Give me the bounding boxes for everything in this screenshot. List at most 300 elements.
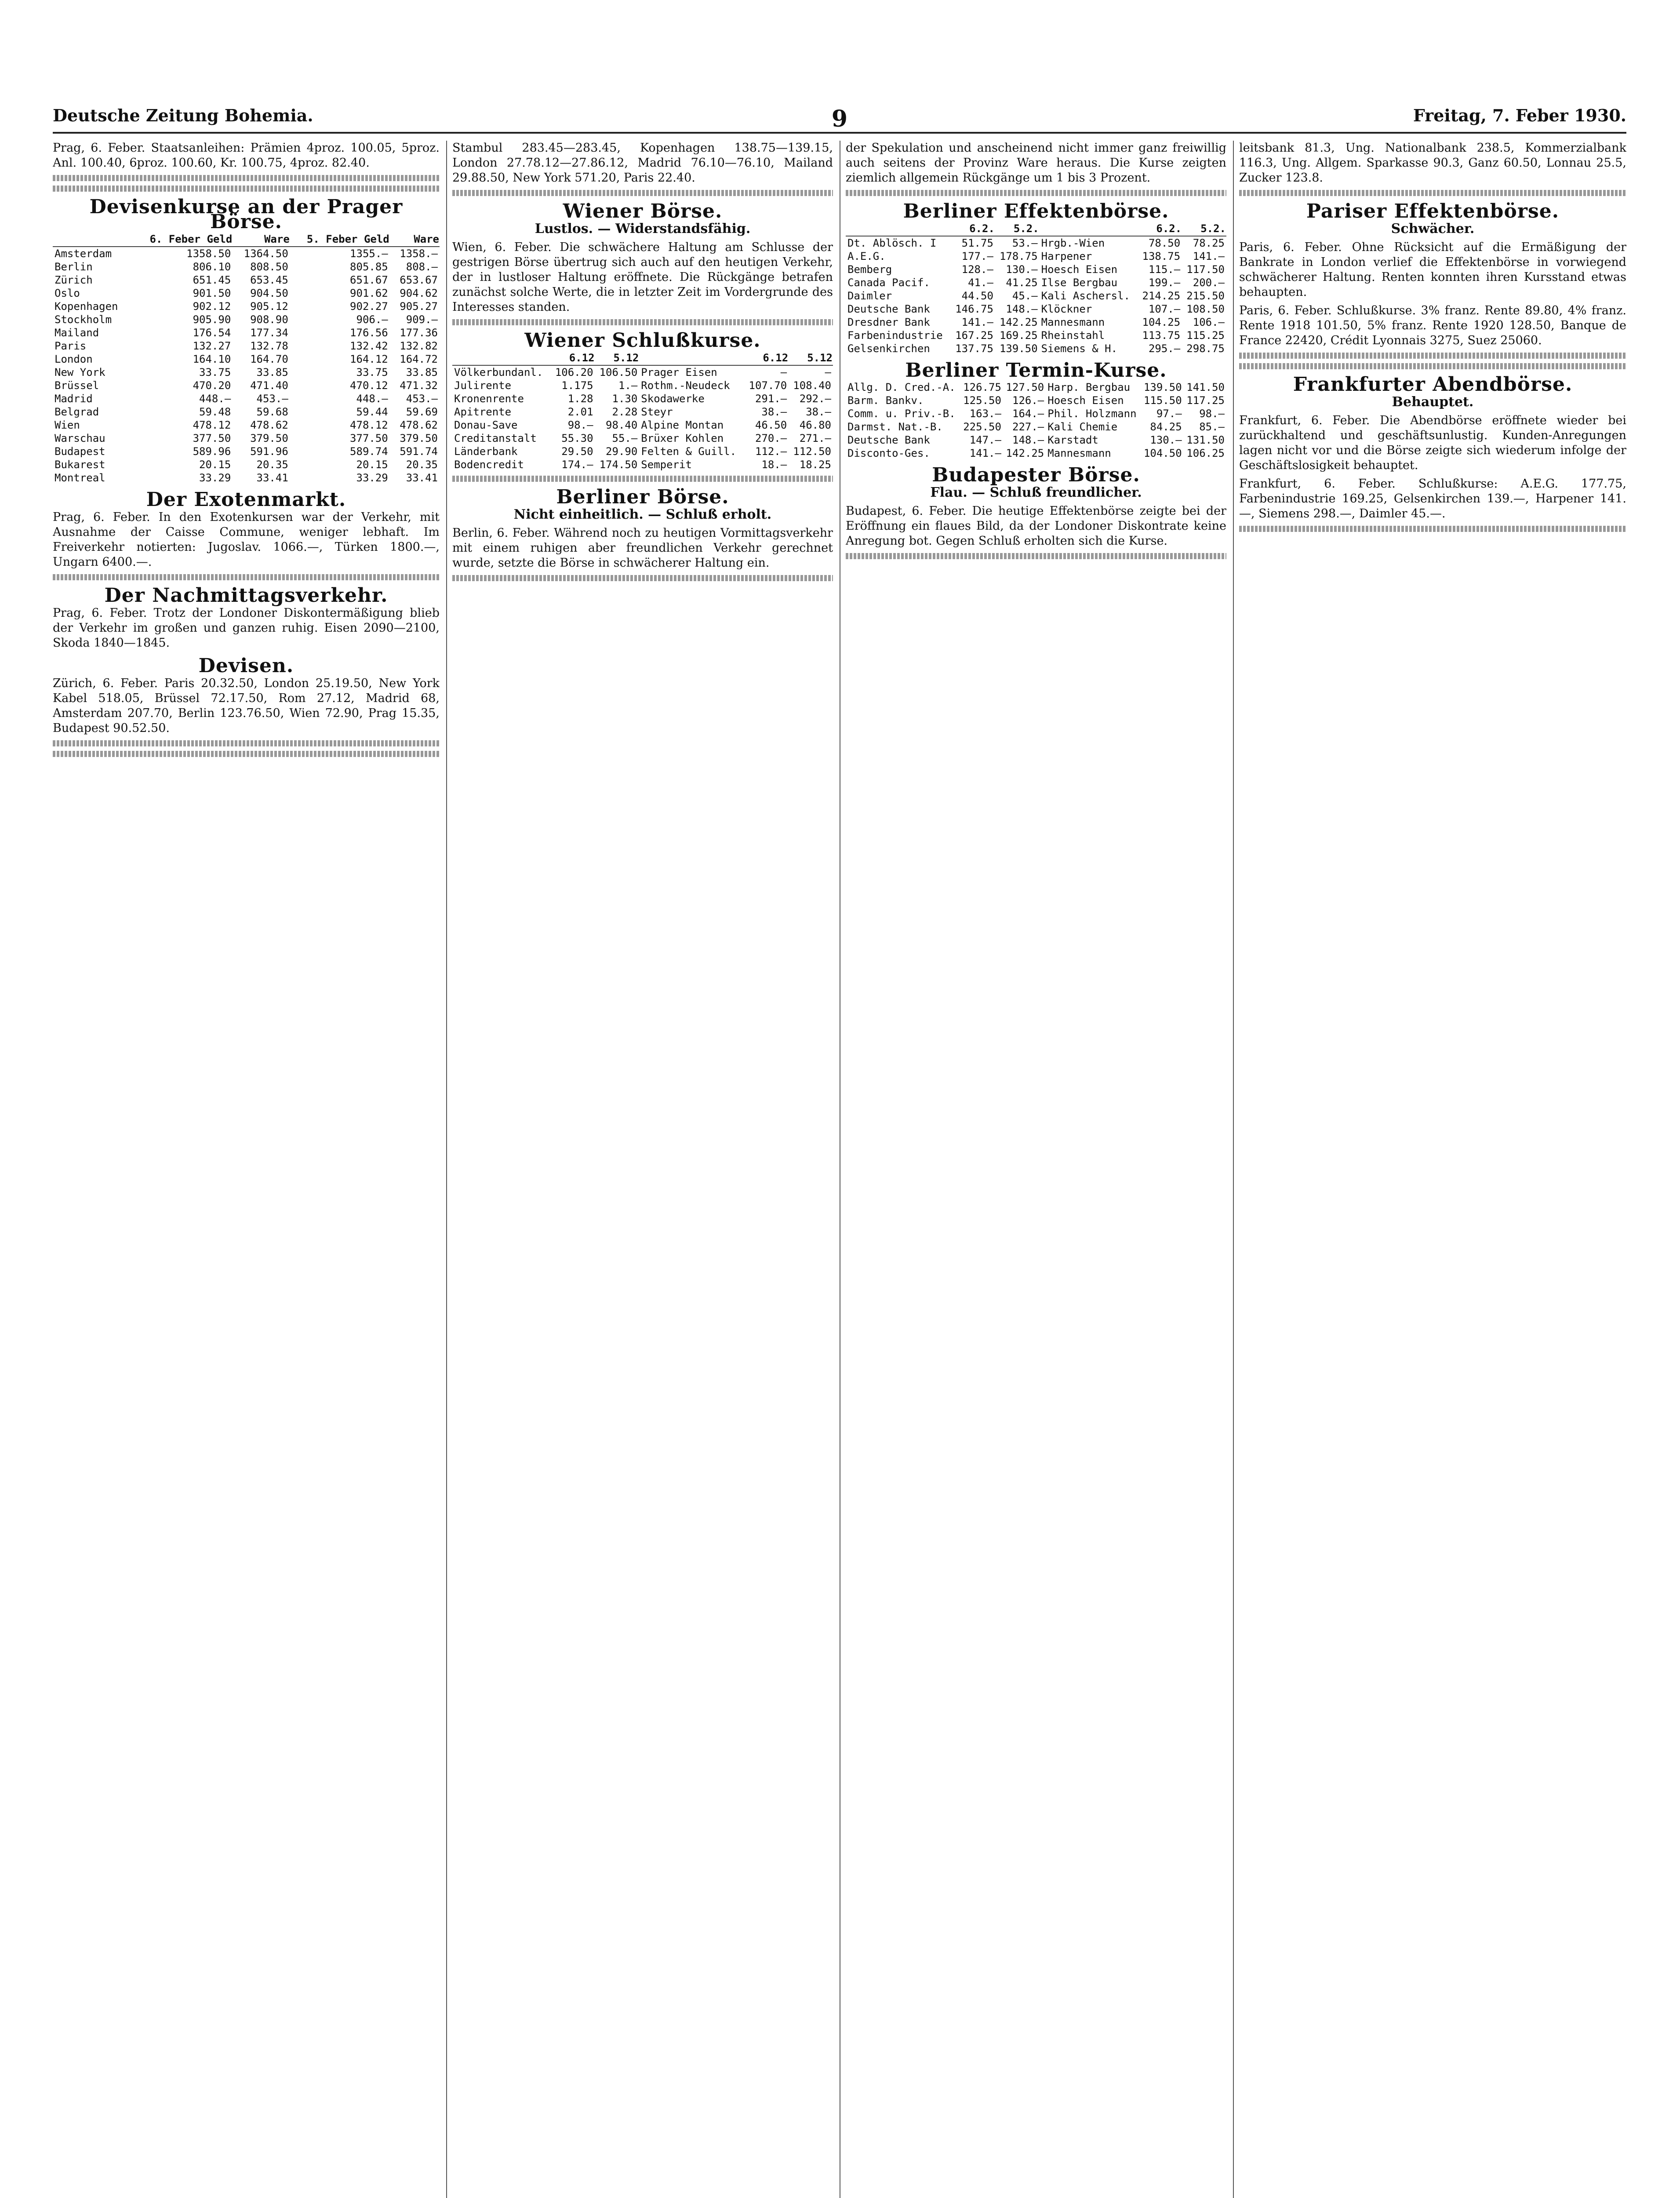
devisen-cell: New York [55,366,105,378]
newspaper-page [53,101,1626,2198]
effekten-cell: 295.— [1148,342,1181,355]
col3-top-text: der Spekulation und anscheinend nicht immer ganz freiwillig auch seitens der Provinz Ware heraus. Die Kurse zeigten ziemlich allgemein Rückgänge um 1 bis 3 Prozent. [846,141,1226,185]
effekten-cell: Farbenindustrie [847,329,943,342]
devisen-row [53,247,440,260]
schluss-cell: Prager Eisen [641,366,717,378]
devisen-cell: 478.12 [350,419,388,431]
effekten-cell: Gelsenkirchen [847,342,930,355]
devisen-row [53,339,440,353]
effekten-cell: 108.50 [1186,303,1225,315]
devisen-cell: Bukarest [55,459,105,471]
effekten-cell: Dt. Ablösch. I [847,237,937,249]
schluss-cell: 107.70 [749,379,787,392]
effekten-cell: 128.— [961,263,993,276]
effekten-cell: Bemberg [847,263,892,276]
devisen-cell: 909.— [406,313,438,326]
effekten-heading: Berliner Effektenbörse. [903,200,1169,222]
devisen-cell: 20.35 [256,459,288,471]
devisen-row [53,260,440,273]
devisen-cell: Wien [55,419,80,431]
masthead-date: Freitag, 7. Feber 1930. [1413,106,1626,125]
devisen-header-1: 6. Feber Geld [133,232,233,247]
columns [53,141,1626,2198]
paris-text: Paris, 6. Feber. Ohne Rücksicht auf die Ermäßigung der Bankrate in London verlief die Effektenbörse in vorwiegend schwächerer Haltung. Renten konnten ihren Kursstand etwas behaupten. [1239,240,1626,299]
devisen-cell: Mailand [55,327,99,339]
devisen-cell: 59.44 [356,406,388,418]
schluss-cell: 271.— [799,432,831,444]
dense-text-block [1239,190,1626,196]
schluss-row [452,405,833,418]
effekten-header-5: 5.2. [1182,222,1226,236]
termin-cell: Mannesmann [1047,447,1111,459]
devisen-cell: 471.40 [250,379,288,392]
devisen-row [53,366,440,379]
effekten-cell: 298.75 [1186,342,1225,355]
schluss-header-5: 5.12 [789,351,833,365]
berliner-boerse-heading: Berliner Börse. [556,486,729,508]
schluss-cell: 38.— [761,406,787,418]
termin-row [846,433,1226,447]
devisen-row [53,471,440,484]
schluss-cell: Bodencredit [454,459,524,471]
effekten-cell: 138.75 [1142,250,1181,262]
effekten-cell: Klöckner [1041,303,1092,315]
termin-row [846,447,1226,460]
paris-heading: Pariser Effektenbörse. [1306,200,1560,222]
effekten-cell: Rheinstahl [1041,329,1105,342]
devisen-cell: 1358.— [400,247,438,260]
effekten-cell: 41.— [968,277,993,289]
termin-cell: Hoesch Eisen [1047,394,1124,407]
effekten-cell: 141.— [1193,250,1225,262]
schluss-row [452,445,833,458]
devisen-cell: 59.48 [199,406,231,418]
devisen-cell: 478.62 [250,419,288,431]
effekten-cell: 113.75 [1142,329,1181,342]
schluss-cell: 1.— [618,379,638,392]
effekten-row [846,250,1226,263]
schluss-cell: Felten & Guill. [641,445,737,458]
devisen-cell: 471.32 [400,379,438,392]
termin-cell: Harp. Bergbau [1047,381,1131,393]
schluss-cell: 2.28 [612,406,638,418]
devisen-row [53,418,440,432]
devisen-row [53,353,440,366]
effekten-cell: A.E.G. [847,250,886,262]
devisen-cell: 33.75 [199,366,231,378]
devisen-cell: 651.67 [350,274,388,286]
nachmittag-text: Prag, 6. Feber. Trotz der Londoner Diskontermäßigung blieb der Verkehr im großen und ganzen ruhig. Eisen 2090—2100, Skoda 1840—1845. [53,606,440,650]
nachmittag-heading: Der Nachmittagsverkehr. [104,584,388,607]
devisen-cell: 20.35 [406,459,438,471]
effekten-cell: Dresdner Bank [847,316,930,328]
devisen-cell: 901.50 [193,287,231,299]
schluss-cell: Donau-Save [454,419,518,431]
effekten-cell: 107.— [1148,303,1181,315]
effekten-cell: Kali Aschersl. [1041,290,1130,302]
dense-text-block [53,740,440,746]
devisen-cell: 177.34 [250,327,288,339]
effekten-cell: 199.— [1148,277,1181,289]
devisen-cell: 902.12 [193,300,231,313]
devisen-cell: 448.— [356,393,388,405]
devisen-cell: 808.— [406,261,438,273]
devisen-cell: 904.50 [250,287,288,299]
devisen-cell: 33.29 [356,472,388,484]
schluss-cell: 46.80 [799,419,831,431]
devisen-cell: 805.85 [350,261,388,273]
devisen2-text: Zürich, 6. Feber. Paris 20.32.50, London 25.19.50, New York Kabel 518.05, Brüssel 72.17.50, Rom 27.12, Madrid 68, Amsterdam 207.70, Berlin 123.76.50, Wien 72.90, Prag 15.35, Budapest 90.52.50. [53,677,440,735]
termin-cell: 117.25 [1186,394,1225,407]
devisen-cell: 164.70 [250,353,288,365]
dense-text-block [452,190,833,196]
wiener-schlusskurse-heading: Wiener Schlußkurse. [524,329,761,352]
devisen-cell: Kopenhagen [55,300,118,313]
devisen-cell: Brüssel [55,379,99,392]
effekten-header-4: 6.2. [1138,222,1182,236]
termin-row [846,420,1226,433]
schluss-cell: Semperit [641,459,692,471]
devisen-cell: 164.72 [400,353,438,365]
schluss-cell: 46.50 [755,419,787,431]
devisen-cell: 904.62 [400,287,438,299]
schluss-cell: Länderbank [454,445,518,458]
devisen-cell: 164.12 [350,353,388,365]
devisen-cell: 33.85 [256,366,288,378]
budapest-text: Budapest, 6. Feber. Die heutige Effektenbörse zeigte bei der Eröffnung ein flaues Bild, da der Londoner Diskontrate keine Anregung bot. Gegen Schluß erholten sich die Kurse. [846,504,1226,548]
devisen-cell: 1364.50 [244,247,288,260]
devisen-cell: Budapest [55,445,105,458]
schluss-cell: 29.50 [561,445,593,458]
termin-cell: Allg. D. Cred.-A. [847,381,956,393]
effekten-table [846,222,1226,355]
masthead [53,101,1626,134]
berliner-boerse-text: Berlin, 6. Feber. Während noch zu heutigen Vormittagsverkehr mit einem ruhigen aber freundlichen Verkehr gerechnet wurde, setzte die Börse in schwächerer Haltung ein. [452,526,833,570]
devisen-cell: 901.62 [350,287,388,299]
devisen-cell: 132.27 [193,340,231,352]
effekten-header-0 [846,222,951,236]
devisen-cell: Paris [55,340,87,352]
col4-top-text: leitsbank 81.3, Ung. Nationalbank 238.5, Kommerzialbank 116.3, Ung. Allgem. Sparkasse 90.3, Ganz 60.50, Lonnau 25.5, Zucker 123.8. [1239,141,1626,185]
schluss-cell: 98.40 [606,419,638,431]
schluss-cell: 106.50 [599,366,638,378]
exoten-text: Prag, 6. Feber. In den Exotenkursen war der Verkehr, mit Ausnahme der Caisse Commune, weniger lebhaft. Im Freiverkehr notierten: Jugoslav. 1066.—, Türken 1800.—, Ungarn 6400.—. [53,510,440,569]
schluss-cell: 29.90 [606,445,638,458]
termin-cell: 84.25 [1150,421,1182,433]
effekten-row [846,263,1226,276]
termin-cell: 225.50 [963,421,1001,433]
effekten-row [846,316,1226,329]
termin-cell: 163.— [969,408,1001,420]
column-4 [1233,141,1626,2198]
devisen-cell: 176.56 [350,327,388,339]
devisen-cell: Stockholm [55,313,112,326]
termin-cell: Comm. u. Priv.-B. [847,408,956,420]
devisen-cell: 908.90 [250,313,288,326]
wiener-boerse-text: Wien, 6. Feber. Die schwächere Haltung am Schlusse der gestrigen Börse übertrug sich auch auf den heutigen Verkehr, der in lustloser Haltung eröffnete. Die Rückgänge betrafen zunächst solche Werte, die in letzter Zeit im Vordergrunde des Interesses standen. [452,240,833,314]
effekten-cell: 115.— [1148,263,1181,276]
termin-cell: 106.25 [1186,447,1225,459]
effekten-cell: 45.— [1012,290,1038,302]
devisen-header-4: Ware [390,232,440,247]
staatsanleihen-text: Prag, 6. Feber. Staatsanleihen: Prämien 4proz. 100.05, 5proz. Anl. 100.40, 6proz. 100.60, Kr. 100.75, 4proz. 82.40. [53,141,440,170]
schluss-cell: 55.— [612,432,638,444]
devisen-cell: 379.50 [400,432,438,444]
devisen-cell: 902.27 [350,300,388,313]
schluss-row [452,458,833,471]
schluss-header-2: 5.12 [595,351,640,365]
devisen-cell: 33.75 [356,366,388,378]
devisen-cell: 33.41 [406,472,438,484]
effekten-cell: 139.50 [999,342,1038,355]
effekten-cell: 148.— [1006,303,1038,315]
devisen-row [53,287,440,300]
termin-cell: 147.— [969,434,1001,446]
devisen-row [53,432,440,445]
termin-row [846,407,1226,420]
termin-row [846,381,1226,394]
schluss-cell: 108.40 [793,379,831,392]
effekten-row [846,289,1226,302]
termin-cell: Darmst. Nat.-B. [847,421,943,433]
dense-text-block [53,574,440,580]
schluss-cell: Apitrente [454,406,512,418]
devisen-cell: 589.96 [193,445,231,458]
devisen-cell: 20.15 [199,459,231,471]
devisen-cell: 478.62 [400,419,438,431]
schluss-cell: 174.50 [599,459,638,471]
devisen-cell: 379.50 [250,432,288,444]
devisen-cell: 33.41 [256,472,288,484]
schluss-cell: 291.— [755,393,787,405]
devisen-cell: Zürich [55,274,93,286]
schluss-header-3 [639,351,744,365]
effekten-cell: 169.25 [999,329,1038,342]
effekten-cell: 106.— [1193,316,1225,328]
schluss-cell: Rothm.-Neudeck [641,379,730,392]
dense-text-block [1239,353,1626,359]
devisen-cell: 905.90 [193,313,231,326]
effekten-cell: 115.25 [1186,329,1225,342]
effekten-header-2: 5.2. [995,222,1040,236]
effekten-cell: 167.25 [955,329,993,342]
schluss-cell: — [780,366,787,378]
schluss-cell: Julirente [454,379,512,392]
termin-cell: Kali Chemie [1047,421,1118,433]
devisen-cell: 59.68 [256,406,288,418]
schluss-cell: Creditanstalt [454,432,537,444]
effekten-cell: 178.75 [999,250,1038,262]
effekten-cell: 53.— [1012,237,1038,249]
devisen-row [53,326,440,339]
termin-cell: Deutsche Bank [847,434,930,446]
devisen-heading: Devisenkurse an der Prager Börse. [89,196,403,233]
termin-cell: 142.25 [1006,447,1044,459]
devisen-cell: Belgrad [55,406,99,418]
devisen-cell: 176.54 [193,327,231,339]
devisen-cell: 33.85 [406,366,438,378]
effekten-row [846,276,1226,289]
column-3 [840,141,1226,2198]
termin-heading: Berliner Termin-Kurse. [905,359,1167,382]
termin-cell: 141.— [969,447,1001,459]
effekten-row [846,329,1226,342]
schluss-cell: 112.— [755,445,787,458]
devisen-cell: 33.29 [199,472,231,484]
masthead-paper-name: Deutsche Zeitung Bohemia. [53,106,313,125]
devisen-cell: 651.45 [193,274,231,286]
schluss-cell: Skodawerke [641,393,705,405]
effekten-header-1: 6.2. [951,222,995,236]
masthead-page-number: 9 [831,106,848,132]
dense-text-block [452,319,833,325]
frankfurt-text: Frankfurt, 6. Feber. Die Abendbörse eröffnete wieder bei zurückhaltend und geschäftsunlustig. Kunden-Anregungen lagen nicht vor und die Börse zeigte sich wiederum infolge der Geschäftslosigkeit behauptet. [1239,414,1626,472]
frankfurt-subheading: Behauptet. [1392,394,1474,410]
effekten-row [846,302,1226,316]
schluss-cell: 106.20 [555,366,593,378]
effekten-cell: Ilse Bergbau [1041,277,1118,289]
schluss-cell: 2.01 [567,406,593,418]
effekten-cell: 215.50 [1186,290,1225,302]
devisen-row [53,392,440,405]
effekten-cell: 177.— [961,250,993,262]
schluss-cell: 270.— [755,432,787,444]
schluss-row [452,392,833,405]
termin-cell: 85.— [1199,421,1225,433]
termin-cell: 127.50 [1006,381,1044,393]
schluss-cell: 18.25 [799,459,831,471]
devisen-row [53,405,440,418]
termin-cell: Barm. Bankv. [847,394,924,407]
schluss-header-0 [452,351,551,365]
devisen-row [53,445,440,458]
schluss-cell: 1.28 [567,393,593,405]
effekten-cell: 137.75 [955,342,993,355]
devisen-cell: Oslo [55,287,80,299]
effekten-cell: 78.25 [1193,237,1225,249]
column-2 [446,141,833,2198]
devisen-cell: 806.10 [193,261,231,273]
devisen-cell: Madrid [55,393,93,405]
termin-cell: 98.— [1199,408,1225,420]
schluss-row [452,418,833,432]
devisen-cell: 132.82 [400,340,438,352]
termin-cell: 227.— [1012,421,1044,433]
devisen-cell: 905.12 [250,300,288,313]
devisen-cell: 377.50 [193,432,231,444]
termin-cell: Karstadt [1047,434,1098,446]
schluss-cell: — [825,366,831,378]
termin-cell: 125.50 [963,394,1001,407]
devisen-cell: 177.36 [400,327,438,339]
effekten-cell: Hoesch Eisen [1041,263,1118,276]
schluss-cell: Kronenrente [454,393,524,405]
schluss-cell: Alpine Montan [641,419,724,431]
termin-cell: 139.50 [1143,381,1182,393]
effekten-cell: 51.75 [961,237,993,249]
effekten-cell: 41.25 [1006,277,1038,289]
schluss-cell: 55.30 [561,432,593,444]
dense-text-block [846,190,1226,196]
frankfurt-heading: Frankfurter Abendbörse. [1293,373,1573,396]
effekten-cell: 146.75 [955,303,993,315]
effekten-cell: 44.50 [961,290,993,302]
exoten-heading: Der Exotenmarkt. [146,488,346,511]
effekten-cell: 141.— [961,316,993,328]
devisen-cell: Berlin [55,261,93,273]
devisen-cell: 132.42 [350,340,388,352]
devisen2-heading: Devisen. [198,655,294,677]
schluss-row [452,432,833,445]
budapest-subheading: Flau. — Schluß freundlicher. [930,485,1142,500]
devisen-cell: 653.67 [400,274,438,286]
schluss-cell: Steyr [641,406,673,418]
schluss-cell: 1.30 [612,393,638,405]
devisen-cell: 164.10 [193,353,231,365]
wiener-schlusskurse-table [452,351,833,471]
column-1 [53,141,440,2198]
devisen-header-3: 5. Feber Geld [290,232,390,247]
dense-text-block [53,186,440,192]
devisen-cell: 653.45 [250,274,288,286]
termin-cell: 131.50 [1186,434,1225,446]
effekten-cell: 142.25 [999,316,1038,328]
effekten-cell: Harpener [1041,250,1092,262]
effekten-row [846,236,1226,250]
effekten-cell: 130.— [1006,263,1038,276]
schluss-cell: Völkerbundanl. [454,366,543,378]
schluss-header-4: 6.12 [744,351,789,365]
frankfurt-text-2: Frankfurt, 6. Feber. Schlußkurse: A.E.G. 177.75, Farbenindustrie 169.25, Gelsenkirchen 139.—, Harpener 141.—, Siemens 298.—, Daimler 45.—. [1239,477,1626,520]
devisen-cell: 470.20 [193,379,231,392]
devisen-cell: 453.— [406,393,438,405]
devisen-row [53,273,440,287]
schluss-header-1: 6.12 [551,351,595,365]
schluss-cell: 98.— [567,419,593,431]
effekten-cell: 78.50 [1148,237,1181,249]
devisen-cell: 906.— [356,313,388,326]
budapest-heading: Budapester Börse. [932,464,1140,486]
dense-text-block [53,751,440,757]
devisen-header-0 [53,232,133,247]
devisen-row [53,458,440,471]
effekten-row [846,342,1226,355]
devisen-cell: 20.15 [356,459,388,471]
termin-cell: 164.— [1012,408,1044,420]
dense-text-block [452,476,833,482]
effekten-cell: 214.25 [1142,290,1181,302]
devisen-cell: 377.50 [350,432,388,444]
devisen-row [53,300,440,313]
devisen-header-2: Ware [233,232,290,247]
dense-text-block [1239,363,1626,369]
termin-cell: 104.50 [1143,447,1182,459]
termin-cell: 97.— [1156,408,1182,420]
effekten-cell: Mannesmann [1041,316,1105,328]
devisen-cell: Warschau [55,432,105,444]
effekten-cell: Canada Pacif. [847,277,930,289]
devisen-cell: 905.27 [400,300,438,313]
effekten-cell: Hrgb.-Wien [1041,237,1105,249]
dense-text-block [1239,526,1626,532]
schluss-row [452,365,833,379]
devisen-cell: Montreal [55,472,105,484]
termin-cell: 126.75 [963,381,1001,393]
termin-row [846,394,1226,407]
termin-cell: Phil. Holzmann [1047,408,1137,420]
termin-cell: Disconto-Ges. [847,447,930,459]
effekten-cell: 104.25 [1142,316,1181,328]
